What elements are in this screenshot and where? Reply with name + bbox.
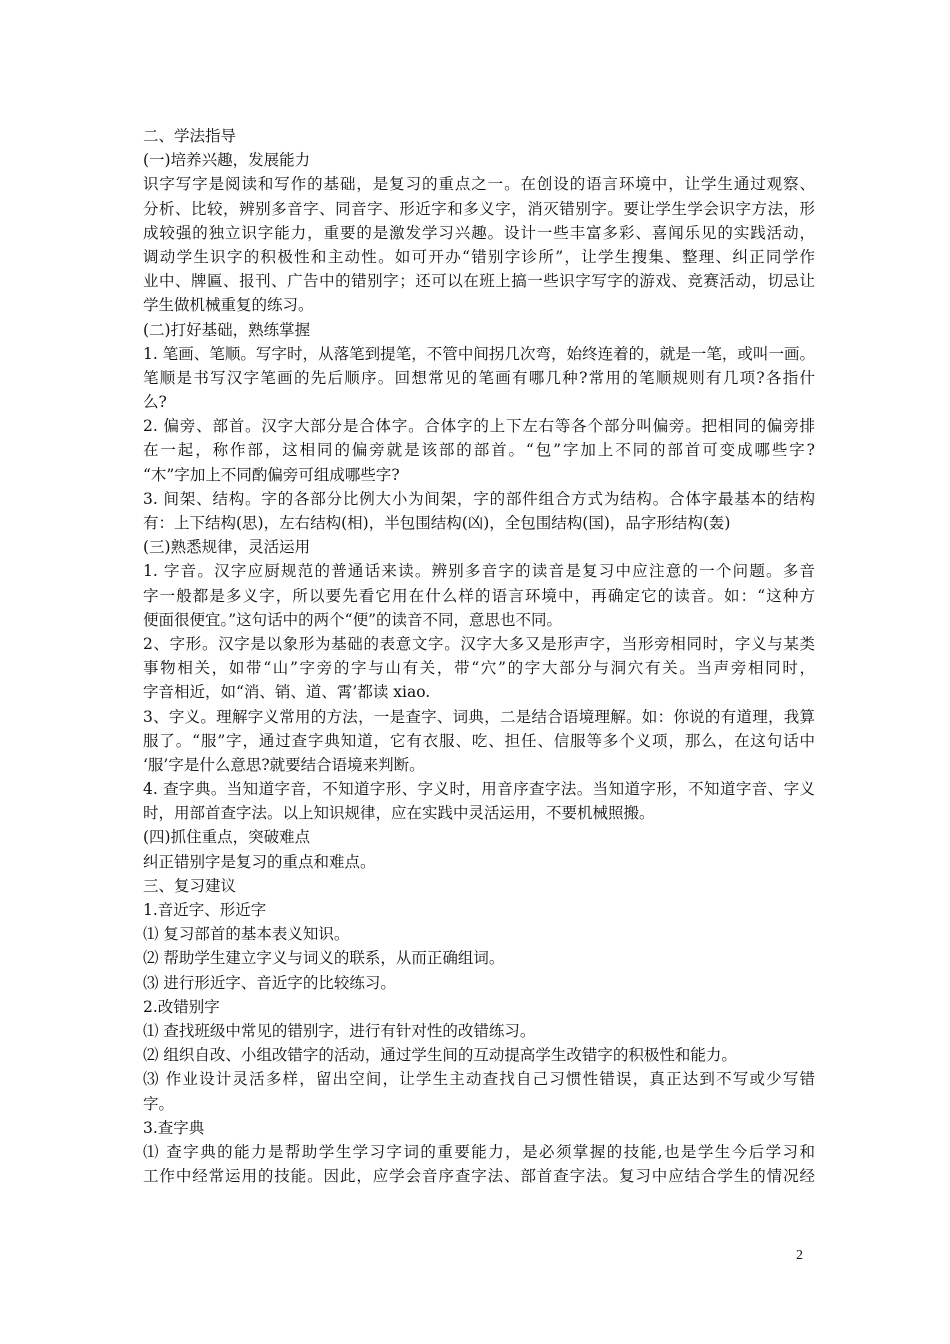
paragraph-line: 识字写字是阅读和写作的基础，是复习的重点之一。在创设的语言环境中，让学生通过观察、 xyxy=(143,175,815,194)
paragraph-line: 字音相近，如“消、销、道、霄’都读 xiao. xyxy=(143,683,431,702)
paragraph-line: 纠正错别字是复习的重点和难点。 xyxy=(143,852,376,871)
list-item: ⑴ 复习部首的基本表义知识。 xyxy=(143,925,350,944)
paragraph-line: 么? xyxy=(143,393,167,412)
item-heading: 1.音近字、形近字 xyxy=(143,901,267,919)
paragraph-line: 调动学生识字的积极性和主动性。如可开办“错别字诊所”，让学生搜集、整理、纠正同学作 xyxy=(143,247,815,266)
list-item: 工作中经常运用的技能。因此，应学会音序查字法、部首查字法。复习中应结合学生的情况经 xyxy=(143,1167,815,1186)
paragraph-line: 业中、牌匾、报刊、广告中的错别字；还可以在班上搞一些识字写字的游戏、竞赛活动，切忌让 xyxy=(143,272,815,291)
subsection-heading: (一)培养兴趣，发展能力 xyxy=(143,151,311,170)
list-item: ⑵ 组织自改、小组改错字的活动，通过学生间的互动提高学生改错字的积极性和能力。 xyxy=(143,1046,737,1065)
section-heading: 二、学法指导 xyxy=(143,127,237,145)
paragraph-line: 时，用部首查字法。以上知识规律，应在实践中灵活运用，不要机械照搬。 xyxy=(143,804,655,823)
paragraph-line: 事物相关，如带“山”字旁的字与山有关，带“穴”的字大部分与洞穴有关。当声旁相同时， xyxy=(143,659,815,678)
subsection-heading: (二)打好基础，熟练掌握 xyxy=(143,320,311,339)
paragraph-line: 分析、比较，辨别多音字、同音字、形近字和多义字，消灭错别字。要让学生学会识字方法，形 xyxy=(143,199,815,218)
paragraph-line: ‘服’字是什么意思?就要结合语境来判断。 xyxy=(143,755,425,774)
paragraph-line: 笔顺是书写汉字笔画的先后顺序。回想常见的笔画有哪几种?常用的笔顺规则有几项?各指什 xyxy=(143,368,815,387)
list-item: ⑶ 进行形近字、音近字的比较练习。 xyxy=(143,973,396,992)
paragraph-line: 2、字形。汉字是以象形为基础的表意文字。汉字大多又是形声字，当形旁相同时，字义与某类 xyxy=(143,634,815,653)
paragraph-line: “木”字加上不同酌偏旁可组成哪些字? xyxy=(143,465,400,484)
paragraph-line: 字一般都是多义字，所以要先看它用在什么样的语言环境中，再确定它的读音。如：“这种方 xyxy=(143,586,815,605)
paragraph-line: 服了。“服”字，通过查字典知道，它有衣服、吃、担任、信服等多个义项，那么，在这句话中 xyxy=(143,731,815,750)
paragraph-line: 3、字义。理解字义常用的方法，一是查字、词典，二是结合语境理解。如：你说的有道理，我算 xyxy=(143,707,815,726)
list-item: ⑴ 查找班级中常见的错别字，进行有针对性的改错练习。 xyxy=(143,1021,536,1040)
paragraph-line: 学生做机械重复的练习。 xyxy=(143,296,314,315)
paragraph-line: 2. 偏旁、部首。汉字大部分是合体字。合体字的上下左右等各个部分叫偏旁。把相同的偏旁排 xyxy=(143,417,815,436)
document-body xyxy=(143,124,815,1188)
item-heading: 2.改错别字 xyxy=(143,997,220,1016)
paragraph-line: 在一起，称作部，这相同的偏旁就是该部的部首。“包”字加上不同的部首可变成哪些字? xyxy=(143,441,815,460)
list-item: ⑶ 作业设计灵活多样，留出空间，让学生主动查找自己习惯性错误，真正达到不写或少写错 xyxy=(143,1070,815,1089)
paragraph-line: 1. 字音。汉字应厨规范的普通话来读。辨别多音字的读音是复习中应注意的一个问题。多音 xyxy=(143,562,815,581)
paragraph-line: 便面很便宜。”这句话中的两个“便”的读音不同，意思也不同。 xyxy=(143,610,563,629)
paragraph-line: 3. 间架、结构。字的各部分比例大小为间架，字的部件组合方式为结构。合体字最基本的结构 xyxy=(143,489,815,508)
subsection-heading: (三)熟悉规律，灵活运用 xyxy=(143,538,311,557)
list-item: ⑴ 查字典的能力是帮助学生学习字词的重要能力，是必须掌握的技能,也是学生今后学习和 xyxy=(143,1142,815,1161)
subsection-heading: (四)抓住重点，突破难点 xyxy=(143,828,311,847)
list-item: 字。 xyxy=(143,1094,175,1113)
page-number: 2 xyxy=(796,1248,803,1263)
paragraph-line: 有：上下结构(思)，左右结构(相)，半包围结构(凶)，全包围结构(国)，品字形结构(轰) xyxy=(143,514,731,532)
section-heading: 三、复习建议 xyxy=(143,876,237,895)
list-item: ⑵ 帮助学生建立字义与词义的联系，从而正确组词。 xyxy=(143,949,505,968)
item-heading: 3.查字典 xyxy=(143,1118,205,1137)
paragraph-line: 4. 查字典。当知道字音，不知道字形、字义时，用音序查字法。当知道字形，不知道字音、字义 xyxy=(143,780,815,799)
paragraph-line: 1. 笔画、笔顺。写字时，从落笔到提笔，不管中间拐几次弯，始终连着的，就是一笔，或叫一画。 xyxy=(143,344,816,363)
paragraph-line: 成较强的独立识字能力，重要的是激发学习兴趣。设计一些丰富多彩、喜闻乐见的实践活动， xyxy=(143,223,815,242)
